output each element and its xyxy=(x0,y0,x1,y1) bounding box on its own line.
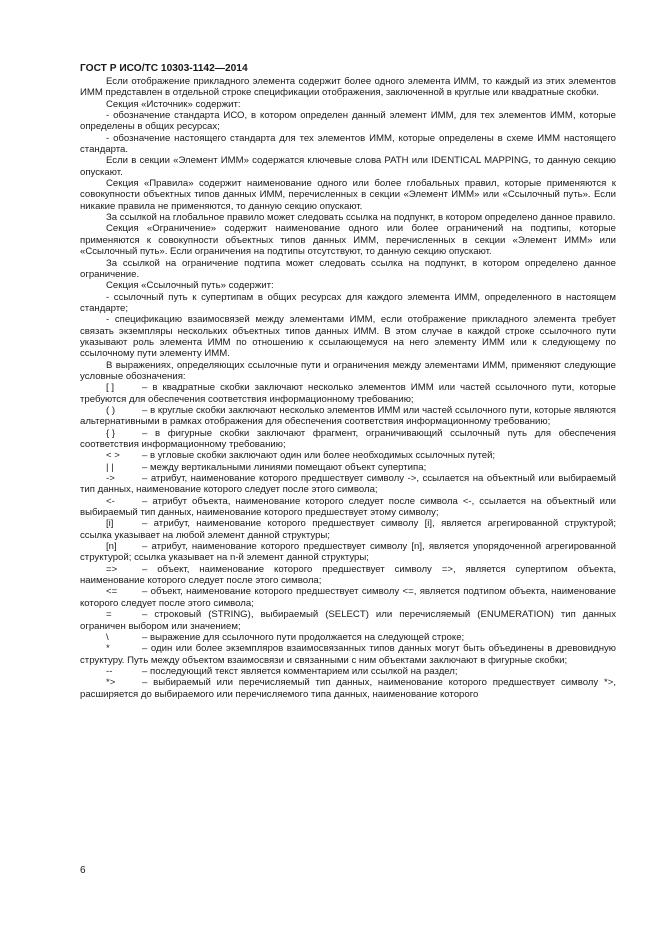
symbol-description: – выражение для ссылочного пути продолжается на следующей строке; xyxy=(142,631,465,643)
symbol-definition xyxy=(80,518,616,541)
paragraph: В выражениях, определяющих ссылочные пути и ограничения между элементами ИММ, применяют следующие условные обозначения: xyxy=(80,359,616,382)
paragraph: Если отображение прикладного элемента содержит более одного элемента ИММ, то каждый из этих элементов ИММ представлен в отдельной строке спецификации отображения, заключенной в круглые или квадратные скобки. xyxy=(80,76,616,99)
paragraph: - обозначение стандарта ИСО, в котором определен данный элемент ИММ, для тех элементов ИММ, которые определены в общих ресурсах; xyxy=(80,110,616,133)
symbol-definition xyxy=(80,666,616,677)
paragraph: Секция «Источник» содержит: xyxy=(106,98,241,110)
symbol-description: – атрибут, наименование которого предшествует символу [i], является агрегированной структурой; ссылка указывает на любой элемент данной структуры; xyxy=(80,518,616,541)
symbol-definition xyxy=(80,405,616,428)
symbol-definition xyxy=(80,541,616,564)
symbol-description: – атрибут, наименование которого предшествует символу ->, ссылается на объектный или выбираемый тип данных, наименование которого следует после этого символа; xyxy=(80,473,616,496)
document-body xyxy=(80,76,616,700)
paragraph: - спецификацию взаимосвязей между элементами ИММ, если отображение прикладного элемента требует связать экземпляры нескольких объектных типов данных ИММ. В этом случае в каждой строке ссылочного пути указывают роль элемента ИММ по отношению к ссылающемуся на него элементу ИММ или к следующему по ссылочному пути элементу ИММ. xyxy=(80,314,616,360)
paragraph: Если в секции «Элемент ИММ» содержатся ключевые слова PATH или IDENTICAL MAPPING, то данную секцию опускают. xyxy=(80,155,616,178)
symbol-definition xyxy=(80,462,616,473)
paragraph: Секция «Ссылочный путь» содержит: xyxy=(106,280,274,292)
symbol-definition xyxy=(80,473,616,496)
symbol: { } xyxy=(106,427,116,439)
symbol-definition xyxy=(80,428,616,451)
symbol: *> xyxy=(106,677,116,689)
symbol-description: – последующий текст является комментарием или ссылкой на раздел; xyxy=(142,665,458,677)
document-header: ГОСТ Р ИСО/ТС 10303-1142—2014 xyxy=(80,63,248,74)
symbol-definition xyxy=(80,496,616,519)
symbol: < > xyxy=(106,450,120,462)
page-number: 6 xyxy=(80,865,86,876)
symbol-description: – один или более экземпляров взаимосвязанных типов данных могут быть объединены в древовидную структуру. Путь между объектом взаимосвязи и связанными с ним объектами заключают в фигурные скобки; xyxy=(80,643,616,666)
symbol: | | xyxy=(106,461,114,473)
paragraph: За ссылкой на глобальное правило может следовать ссылка на подпункт, в котором определено данное правило. xyxy=(106,212,616,224)
paragraph: - ссылочный путь к супертипам в общих ресурсах для каждого элемента ИММ, определенного в настоящем стандарте; xyxy=(80,291,616,314)
symbol: <- xyxy=(106,495,115,507)
symbol: ( ) xyxy=(106,404,116,416)
symbol: <= xyxy=(106,586,118,598)
symbol-definition xyxy=(80,382,616,405)
symbol-description: – атрибут, наименование которого предшествует символу [n], является упорядоченной агрегированной структурой; ссылка указывает на n-й элемент данной структуры; xyxy=(80,541,616,564)
symbol-description: – в круглые скобки заключают несколько элементов ИММ или частей ссылочного пути, которые являются альтернативными в рамках отображения для обеспечения соответствия информационному требованию; xyxy=(80,404,616,428)
paragraph: Секция «Правила» содержит наименование одного или более глобальных правил, которые применяются к совокупности объектных типов данных ИММ, перечисленных в секции «Элемент ИММ» или «Ссылочный путь». Если никакие правила не применяются, то данную секцию опускают. xyxy=(80,178,616,212)
symbol-definition xyxy=(80,632,616,643)
symbol-definition xyxy=(80,450,616,461)
paragraph: - обозначение настоящего стандарта для тех элементов ИММ, которые определены в схеме ИММ настоящего стандарта. xyxy=(80,132,616,156)
symbol-definition xyxy=(80,564,616,587)
symbol: -> xyxy=(106,473,115,485)
paragraph: Секция «Ограничение» содержит наименование одного или более ограничений на подтипы, которые применяются к совокупности объектных типов данных ИММ, перечисленных в секции «Элемент ИММ» или «Ссылочный путь». Если ограничения на подтипы отсутствуют, то данную секцию опускают. xyxy=(80,223,616,258)
symbol-description: – атрибут объекта, наименование которого следует после символа <-, ссылается на объектный или выбираемый тип данных, наименование которого предшествует этому символу; xyxy=(80,495,616,519)
symbol: [i] xyxy=(106,518,114,530)
symbol: => xyxy=(106,563,118,575)
symbol-description: – объект, наименование которого предшествует символу <=, является подтипом объекта, наименование которого следует после этого символа; xyxy=(80,586,616,609)
symbol-description: – объект, наименование которого предшествует символу =>, является супертипом объекта, наименование которого следует после этого символа; xyxy=(80,563,616,587)
symbol-definition xyxy=(80,586,616,609)
symbol-definition xyxy=(80,643,616,666)
symbol: [n] xyxy=(106,541,117,553)
symbol: \ xyxy=(106,631,109,643)
symbol-description: – в квадратные скобки заключают несколько элементов ИММ или частей ссылочного пути, которые требуются для обеспечения соответствия информационному требованию; xyxy=(80,382,616,405)
paragraph: За ссылкой на ограничение подтипа может следовать ссылка на подпункт, в котором определено данное ограничение. xyxy=(80,257,616,280)
symbol: -- xyxy=(106,665,113,677)
symbol-definition xyxy=(80,609,616,632)
symbol: [ ] xyxy=(106,382,114,394)
symbol-description: – в фигурные скобки заключают фрагмент, ограничивающий ссылочный путь для обеспечения соответствия информационному требованию; xyxy=(80,427,616,450)
symbol-definition xyxy=(80,677,616,700)
symbol: = xyxy=(106,609,112,621)
symbol-description: – строковый (STRING), выбираемый (SELECT) или перечисляемый (ENUMERATION) тип данных ограничен выбором или значением; xyxy=(80,609,616,632)
symbol: * xyxy=(106,643,110,655)
symbol-description: – выбираемый или перечисляемый тип данных, наименование которого предшествует символу *>, расширяется до выбираемого или перечисляемого типа данных, наименование которого xyxy=(80,677,616,700)
symbol-description: – между вертикальными линиями помещают объект супертипа; xyxy=(142,461,427,473)
symbol-description: – в угловые скобки заключают один или более необходимых ссылочных путей; xyxy=(142,450,496,462)
